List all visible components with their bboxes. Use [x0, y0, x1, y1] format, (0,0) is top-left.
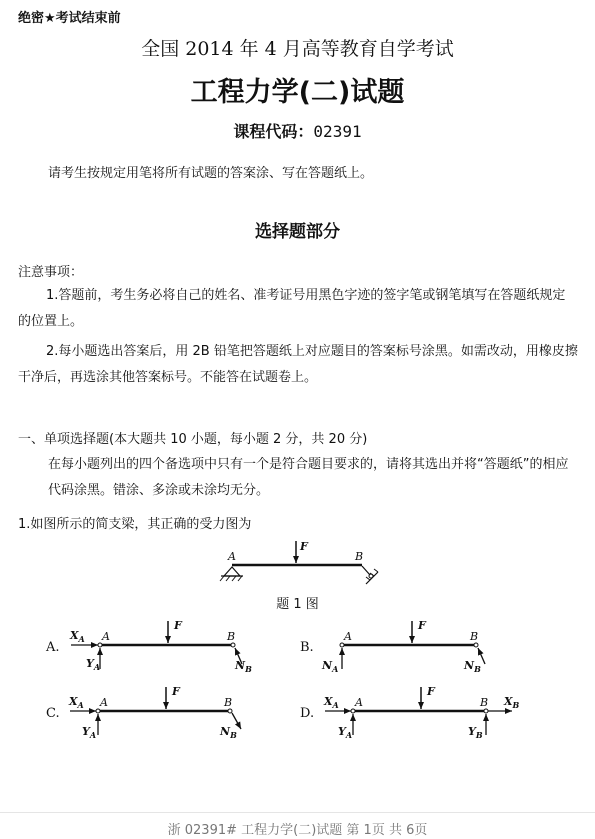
svg-text:NB: $N_B$	[220, 725, 237, 740]
label-f: F	[300, 540, 308, 553]
svg-text:NB: $N_B$	[464, 659, 481, 674]
beam-figure	[220, 540, 378, 584]
option-d-diagram	[300, 685, 520, 740]
svg-text:F: F	[174, 619, 182, 632]
svg-text:YA: $Y_A$	[86, 657, 101, 672]
svg-text:XA: $X_A$	[69, 695, 84, 710]
option-b-diagram	[300, 619, 485, 674]
option-a-diagram	[45, 619, 252, 674]
svg-text:F: F	[427, 685, 435, 698]
confidential-label: 绝密★考试结束前	[18, 11, 121, 26]
option-d-letter: D.	[300, 706, 315, 721]
footer-divider	[0, 812, 595, 813]
notice-item-1: 1.答题前，考生务必将自己的姓名、准考证号用黑色字迹的签字笔或钢笔填写在答题纸规定的位置上。	[18, 288, 566, 329]
question-1-text: 1.如图所示的简支梁，其正确的受力图为	[18, 517, 252, 532]
exam-name: 全国 2014 年 4 月高等教育自学考试	[141, 38, 454, 60]
svg-text:B: B	[227, 630, 236, 643]
notice-item-2: 2.每小题选出答案后，用 2B 铅笔把答题纸上对应题目的答案标号涂黑。如需改动，用橡皮擦干净后，再选涂其他答案标号。不能答在试题卷上。	[18, 344, 578, 385]
label-a: A	[228, 550, 236, 563]
figure-caption: 题 1 图	[276, 597, 319, 612]
svg-text:XB: $X_B$	[504, 695, 520, 710]
paper-title: 工程力学(二)试题	[190, 77, 405, 108]
svg-text:YA: $Y_A$	[82, 725, 97, 740]
svg-text:NB: $N_B$	[235, 659, 252, 674]
notice-heading: 注意事项：	[18, 265, 84, 280]
option-a-letter: A.	[46, 640, 60, 655]
svg-text:XA: $X_A$	[324, 695, 339, 710]
course-code-label: 课程代码：	[233, 122, 314, 141]
part-one-heading: 一、单项选择题(本大题共 10 小题，每小题 2 分，共 20 分)	[18, 432, 368, 447]
label-b: B	[355, 550, 364, 563]
course-code-value: 02391	[313, 122, 362, 141]
part-one-description: 在每小题列出的四个备选项中只有一个是符合题目要求的，请将其选出并将“答题纸”的相应代码涂黑。错涂、多涂或未涂均无分。	[48, 457, 569, 498]
svg-text:YA: $Y_A$	[338, 725, 353, 740]
svg-text:A: A	[102, 630, 110, 643]
svg-text:A: A	[100, 696, 108, 709]
svg-text:XA: $X_A$	[70, 629, 85, 644]
svg-text:B: B	[224, 696, 233, 709]
svg-text:B: B	[480, 696, 489, 709]
section-title: 选择题部分	[255, 222, 340, 242]
svg-text:F: F	[172, 685, 180, 698]
svg-text:YB: $Y_B$	[468, 725, 483, 740]
svg-text:B: B	[470, 630, 479, 643]
option-b-letter: B.	[300, 640, 314, 655]
svg-text:F: F	[418, 619, 426, 632]
option-c-diagram	[46, 685, 241, 740]
svg-text:A: A	[344, 630, 352, 643]
instruction: 请考生按规定用笔将所有试题的答案涂、写在答题纸上。	[48, 166, 374, 181]
option-c-letter: C.	[46, 706, 60, 721]
roller-support-b	[362, 566, 378, 584]
page-footer: 浙 02391# 工程力学(二)试题 第 1页 共 6页	[167, 823, 428, 838]
svg-text:A: A	[355, 696, 363, 709]
svg-text:NA: $N_A$	[322, 659, 339, 674]
pin-support-a	[220, 567, 243, 581]
